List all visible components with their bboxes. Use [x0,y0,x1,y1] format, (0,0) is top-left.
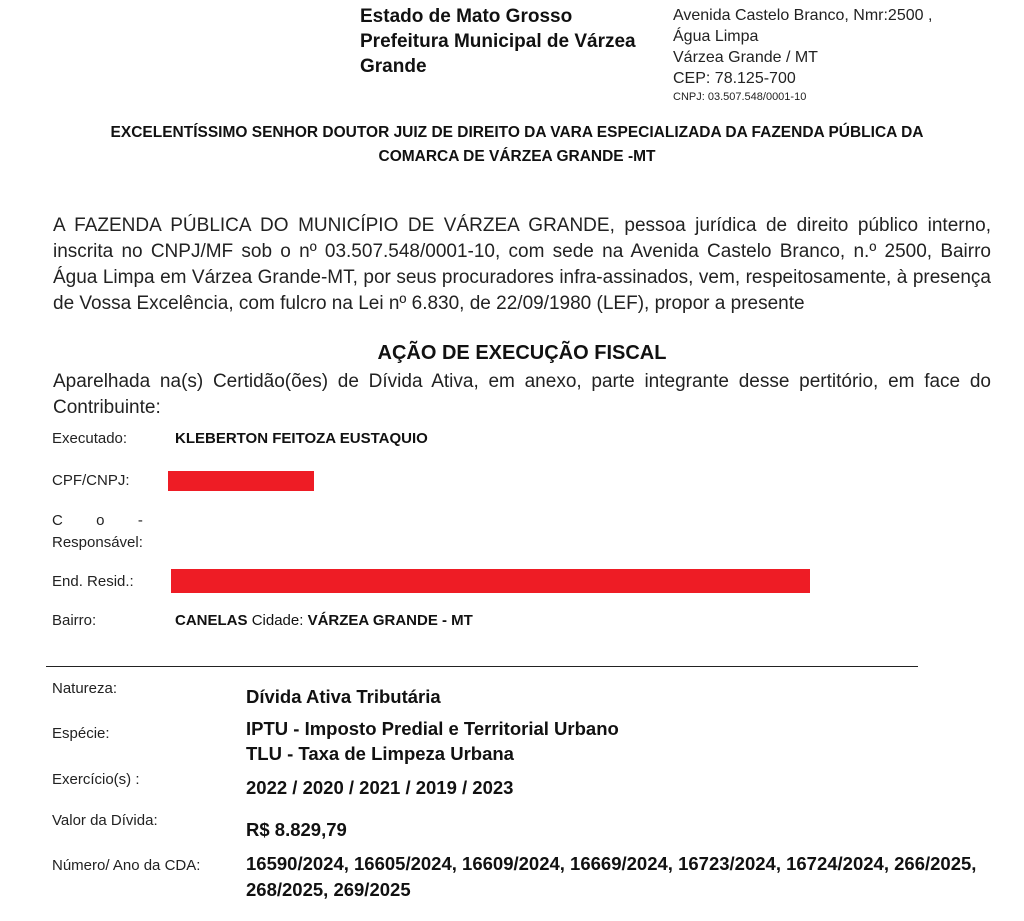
cda-value: 16590/2024, 16605/2024, 16609/2024, 16669/2024, 16723/2024, 16724/2024, 266/2025, 268/2025, 269/2025 [246,853,977,900]
executado-value: KLEBERTON FEITOZA EUSTAQUIO [175,430,428,447]
address-neighborhood: Água Limpa [673,28,759,45]
valor-value: R$ 8.829,79 [246,819,347,840]
bairro-label: Bairro: [52,612,97,629]
coresponsavel-label-line1: C o - [52,512,143,529]
exercicio-label: Exercício(s) : [52,771,140,788]
addressee-line-2: COMARCA DE VÁRZEA GRANDE -MT [378,148,656,165]
address-cep: CEP: 78.125-700 [673,70,796,87]
coresponsavel-label-line2: Responsável: [52,534,143,551]
header-state-line: Estado de Mato Grosso [360,6,573,27]
header-city-line: Grande [360,56,427,77]
cpf-redaction [168,471,314,491]
especie-iptu: IPTU - Imposto Predial e Territorial Urbano [246,718,619,739]
endereco-label: End. Resid.: [52,573,134,590]
valor-label: Valor da Dívida: [52,812,158,829]
addressee-line-1: EXCELENTÍSSIMO SENHOR DOUTOR JUIZ DE DIREITO DA VARA ESPECIALIZADA DA FAZENDA PÚBLICA DA [110,124,924,141]
cidade-label: Cidade: [251,612,304,629]
municipality-address [673,5,932,105]
executado-label: Executado: [52,430,128,447]
intro-paragraph: A FAZENDA PÚBLICA DO MUNICÍPIO DE VÁRZEA GRANDE, pessoa jurídica de direito público interno, inscrita no CNPJ/MF sob o nº 03.507.548/0001-10, com sede na Avenida Castelo Branco, n.º 2500, Bairro Água Limpa em Várzea Grande-MT, por seus procuradores infra-assinados, vem, respeitosamente, à presença de Vossa Excelência, com fulcro na Lei nº 6.830, de 22/09/1980 (LEF), propor a presente [53,215,991,314]
cidade-value: VÁRZEA GRANDE - MT [307,612,473,629]
action-title: AÇÃO DE EXECUÇÃO FISCAL [377,342,667,364]
addressee-block [40,121,994,169]
section-divider [46,666,918,667]
especie-tlu: TLU - Taxa de Limpeza Urbana [246,743,514,764]
municipality-header [360,4,636,79]
natureza-value: Dívida Ativa Tributária [246,686,441,707]
bairro-city-row [175,612,473,629]
cda-label: Número/ Ano da CDA: [52,857,201,874]
header-prefeitura-line: Prefeitura Municipal de Várzea [360,31,636,52]
natureza-label: Natureza: [52,680,118,697]
cpf-label: CPF/CNPJ: [52,472,130,489]
address-cnpj: CNPJ: 03.507.548/0001-10 [673,91,807,103]
especie-label: Espécie: [52,725,110,742]
address-street: Avenida Castelo Branco, Nmr:2500 , [673,7,933,24]
address-city: Várzea Grande / MT [673,49,818,66]
exercicio-value: 2022 / 2020 / 2021 / 2019 / 2023 [246,777,514,798]
basis-paragraph: Aparelhada na(s) Certidão(ões) de Dívida Ativa, em anexo, parte integrante desse pertitório, em face do Contribuinte: [53,371,991,418]
endereco-redaction [171,569,810,593]
bairro-value: CANELAS [175,612,248,629]
